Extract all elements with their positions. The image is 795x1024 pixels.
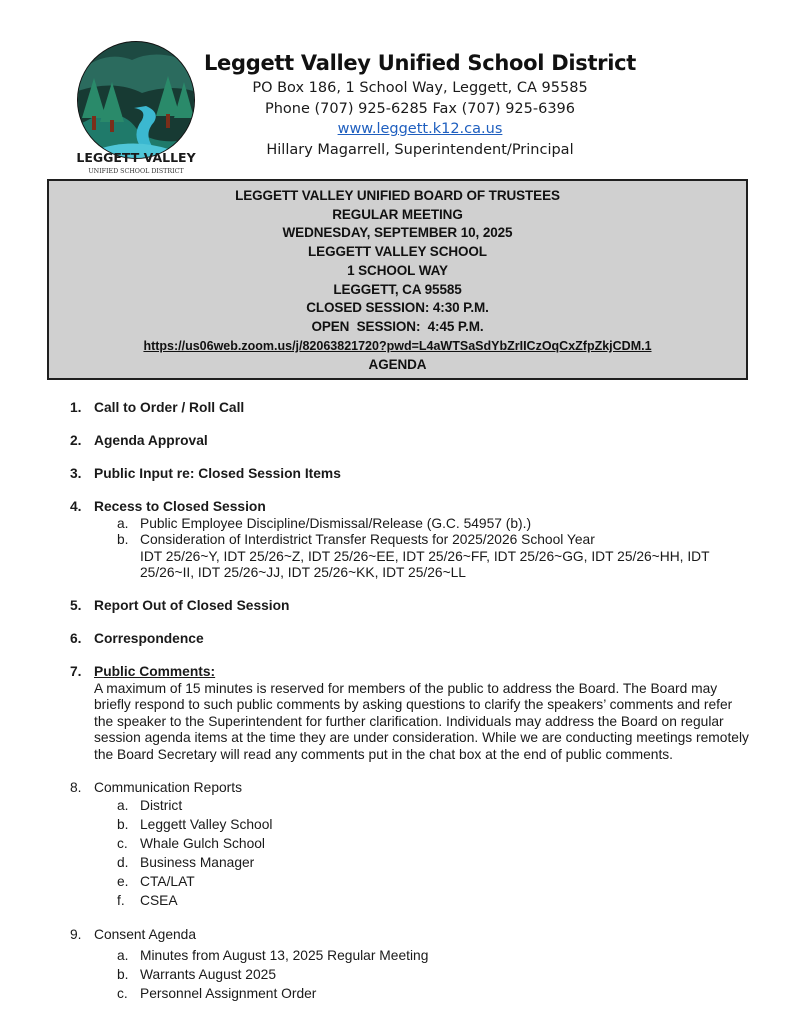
agenda-item-9: 9. Consent Agenda a. Minutes from August 13, 2025 Regular Meeting b. Warrants August 2025 c. Personnel Assignment Order: [70, 927, 750, 1004]
svg-text:LEGGETT VALLEY: LEGGETT VALLEY: [76, 150, 196, 165]
superintendent-line: Hillary Magarrell, Superintendent/Principal: [266, 141, 574, 158]
svg-text:UNIFIED SCHOOL DISTRICT: UNIFIED SCHOOL DISTRICT: [88, 168, 184, 175]
agenda-item-4: 4. Recess to Closed Session a. Public Employee Discipline/Dismissal/Release (G.C. 54957 (b).) b. Consideration of Interdistrict Transfer Requests for 2025/2026 School Year IDT 25/26~Y, IDT 25/26~Z, IDT 25/26~EE, IDT 25/26~FF, IDT 25/26~GG, IDT 25/26~HH, IDT 25/26~II, IDT 25/26~JJ, IDT 25/26~KK, IDT 25/26~LL: [70, 499, 750, 582]
agenda-item-6: 6. Correspondence: [70, 631, 204, 646]
district-phone-fax: Phone (707) 925-6285 Fax (707) 925-6396: [264, 100, 576, 117]
open-session-time: OPEN SESSION: 4:45 P.M.: [311, 318, 484, 334]
agenda-item-5: 5. Report Out of Closed Session: [70, 598, 290, 613]
idt-request-list: IDT 25/26~Y, IDT 25/26~Z, IDT 25/26~EE, IDT 25/26~FF, IDT 25/26~GG, IDT 25/26~HH, IDT 25/26~II, IDT 25/26~JJ, IDT 25/26~KK, IDT 25/26~LL: [140, 548, 710, 580]
agenda-item-3: 3. Public Input re: Closed Session Items: [70, 466, 341, 481]
agenda-item-2: 2. Agenda Approval: [70, 433, 208, 448]
meeting-city: LEGGETT, CA 95585: [333, 281, 462, 297]
agenda-subitem: b. Leggett Valley School: [117, 817, 273, 832]
district-logo-icon: [72, 38, 200, 178]
district-address: PO Box 186, 1 School Way, Leggett, CA 95585: [252, 80, 588, 96]
meeting-date: WEDNESDAY, SEPTEMBER 10, 2025: [282, 225, 513, 241]
agenda-item-8: 8. Communication Reports a. District b. Leggett Valley School c. Whale Gulch School d. Business Manager e. CTA/LAT f. CSEA: [70, 780, 750, 911]
agenda-heading: AGENDA: [368, 356, 427, 372]
agenda-subitem: e. CTA/LAT: [117, 874, 195, 889]
agenda-subitem: a. Public Employee Discipline/Dismissal/Release (G.C. 54957 (b).): [117, 515, 532, 531]
board-name: LEGGETT VALLEY UNIFIED BOARD OF TRUSTEES: [235, 188, 560, 203]
closed-session-time: CLOSED SESSION: 4:30 P.M.: [306, 300, 489, 316]
agenda-item-1: 1. Call to Order / Roll Call: [70, 400, 245, 415]
district-name: Leggett Valley Unified School District: [203, 51, 637, 75]
agenda-subitem: d. Business Manager: [117, 855, 255, 870]
meeting-location: LEGGETT VALLEY SCHOOL: [308, 244, 487, 260]
letterhead: [70, 38, 637, 178]
agenda-subitem: a. District: [117, 798, 183, 813]
agenda-subitem: a. Minutes from August 13, 2025 Regular Meeting: [117, 948, 429, 963]
public-comments-paragraph: A maximum of 15 minutes is reserved for members of the public to address the Board. The Board may briefly respond to such public comments by asking questions to clarify the speakers’ comments and refer the speaker to the Superintendent for further clarification. Individuals may address the Board on regular session agenda items at the time they are under consideration. While we are conducting meetings remotely the Board Secretary will read any comments put in the chat box at the end of public comments.: [94, 680, 749, 762]
agenda-list: [70, 400, 750, 1020]
district-website-link[interactable]: www.leggett.k12.ca.us: [337, 121, 503, 137]
agenda-subitem: f. CSEA: [117, 893, 178, 908]
meeting-type: REGULAR MEETING: [332, 206, 463, 222]
agenda-subitem: b. Consideration of Interdistrict Transfer Requests for 2025/2026 School Year IDT 25/26~Y, IDT 25/26~Z, IDT 25/26~EE, IDT 25/26~FF, IDT 25/26~GG, IDT 25/26~HH, IDT 25/26~II, IDT 25/26~JJ, IDT 25/26~KK, IDT 25/26~LL: [70, 532, 750, 582]
meeting-street: 1 SCHOOL WAY: [347, 262, 448, 278]
zoom-meeting-link[interactable]: https://us06web.zoom.us/j/82063821720?pwd=L4aWTSaSdYbZrIICzOqCxZfpZkjCDM.1: [143, 338, 652, 353]
agenda-subitem: c. Whale Gulch School: [117, 836, 266, 851]
agenda-subitem: b. Warrants August 2025: [117, 967, 277, 982]
letterhead-text: [200, 48, 640, 160]
agenda-subitem: c. Personnel Assignment Order: [117, 986, 317, 1001]
agenda-item-7: 7. Public Comments: A maximum of 15 minutes is reserved for members of the public to address the Board. The Board may briefly respond to such public comments by asking questions to clarify the speakers’ comments and refer the speaker to the Superintendent for further clarification. Individuals may address the Board on regular session agenda items at the time they are under consideration. While we are conducting meetings remotely the Board Secretary will read any comments put in the chat box at the end of public comments.: [70, 664, 749, 762]
meeting-info-box: [47, 179, 748, 380]
